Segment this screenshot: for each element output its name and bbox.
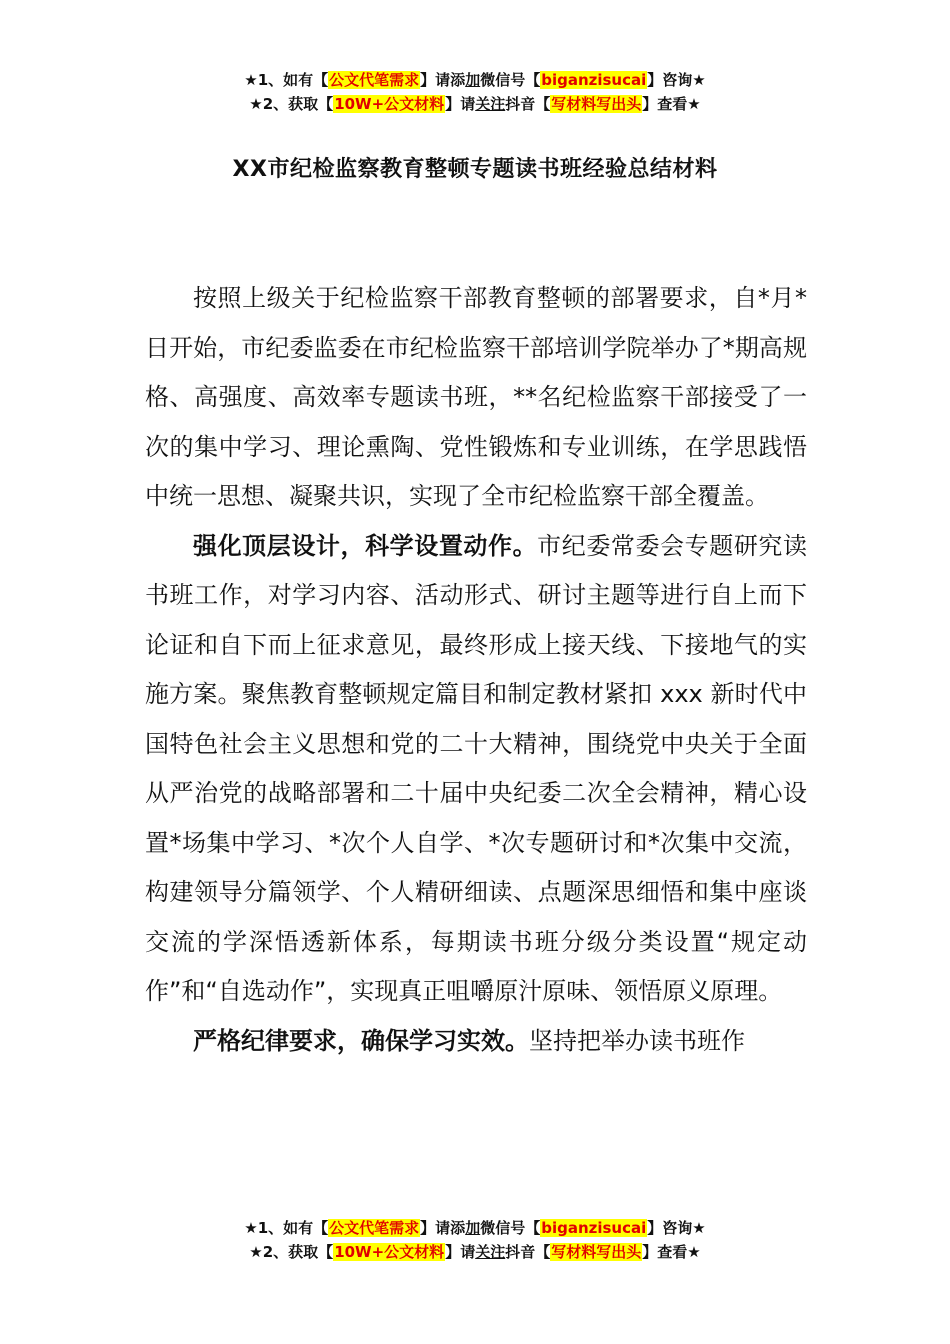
promo-header	[0, 68, 950, 116]
promo-text: 】请	[445, 1243, 476, 1261]
promo-highlight: 公文代笔需求	[329, 1219, 420, 1237]
promo-line-2	[0, 92, 950, 116]
promo-text: 】请添	[420, 71, 466, 89]
promo-text: 】请添	[420, 1219, 466, 1237]
paragraph-lead: 严格纪律要求，确保学习实效。	[193, 1026, 529, 1055]
promo-text: ★1、如有【	[244, 71, 329, 89]
promo-highlight: 10W+公文材料	[334, 1243, 445, 1261]
promo-text: 】查看★	[642, 95, 701, 113]
promo-highlight: biganzisucai	[541, 1219, 647, 1237]
paragraph-text: 市纪委常委会专题研究读书班工作，对学习内容、活动形式、研讨主题等进行自上而下论证和自下而上征求意见，最终形成上接天线、下接地气的实施方案。聚焦教育整顿规定篇目和制定教材紧扣 xxx 新时代中国特色社会主义思想和党的二十大精神，围绕党中央关于全面从严治党的战略部署和二十届中央纪委二次全会精神，精心设置*场集中学习、*次个人自学、*次专题研讨和*次集中交流，构建领导分篇领学、个人精研细读、点题深思细悟和集中座谈交流的学深悟透新体系，每期读书班分级分类设置“规定动作”和“自选动作”，实现真正咀嚼原汁原味、领悟原义原理。	[145, 531, 808, 1005]
promo-highlight: 公文代笔需求	[329, 71, 420, 89]
promo-text: 抖音【	[505, 95, 551, 113]
promo-underlined: 关注	[475, 95, 506, 113]
promo-text: 】咨询★	[647, 1219, 706, 1237]
document-title: XX市纪检监察教育整顿专题读书班经验总结材料	[232, 157, 718, 182]
promo-highlight: 10W+公文材料	[334, 95, 445, 113]
promo-line-1	[0, 68, 950, 92]
promo-highlight: 写材料写出头	[551, 95, 642, 113]
promo-underlined: 关注	[475, 1243, 506, 1261]
promo-text: ★1、如有【	[244, 1219, 329, 1237]
promo-text: ★2、获取【	[249, 1243, 334, 1261]
paragraph	[145, 1017, 807, 1067]
paragraph-lead: 强化顶层设计，科学设置动作。	[193, 531, 538, 560]
paragraph	[145, 522, 807, 1017]
paragraph-text: 按照上级关于纪检监察干部教育整顿的部署要求，自*月*日开始，市纪委监委在市纪检监察干部培训学院举办了*期高规格、高强度、高效率专题读书班，**名纪检监察干部接受了一次的集中学习、理论熏陶、党性锻炼和专业训练，在学思践悟中统一思想、凝聚共识，实现了全市纪检监察干部全覆盖。	[145, 284, 807, 510]
promo-text: 微信号【	[480, 1219, 541, 1237]
paragraph-text: 坚持把举办读书班作	[529, 1026, 745, 1055]
promo-text: 微信号【	[480, 71, 541, 89]
promo-text: 】请	[445, 95, 476, 113]
promo-underlined: 加	[465, 71, 481, 89]
promo-footer	[0, 1216, 950, 1264]
promo-line-2	[0, 1240, 950, 1264]
promo-text: 抖音【	[505, 1243, 551, 1261]
promo-line-1	[0, 1216, 950, 1240]
promo-text: 】查看★	[642, 1243, 701, 1261]
promo-highlight: 写材料写出头	[551, 1243, 642, 1261]
promo-text: 】咨询★	[647, 71, 706, 89]
paragraph	[145, 274, 807, 522]
promo-highlight: biganzisucai	[541, 71, 647, 89]
document-body	[145, 274, 807, 1066]
promo-text: ★2、获取【	[249, 95, 334, 113]
promo-underlined: 加	[465, 1219, 481, 1237]
